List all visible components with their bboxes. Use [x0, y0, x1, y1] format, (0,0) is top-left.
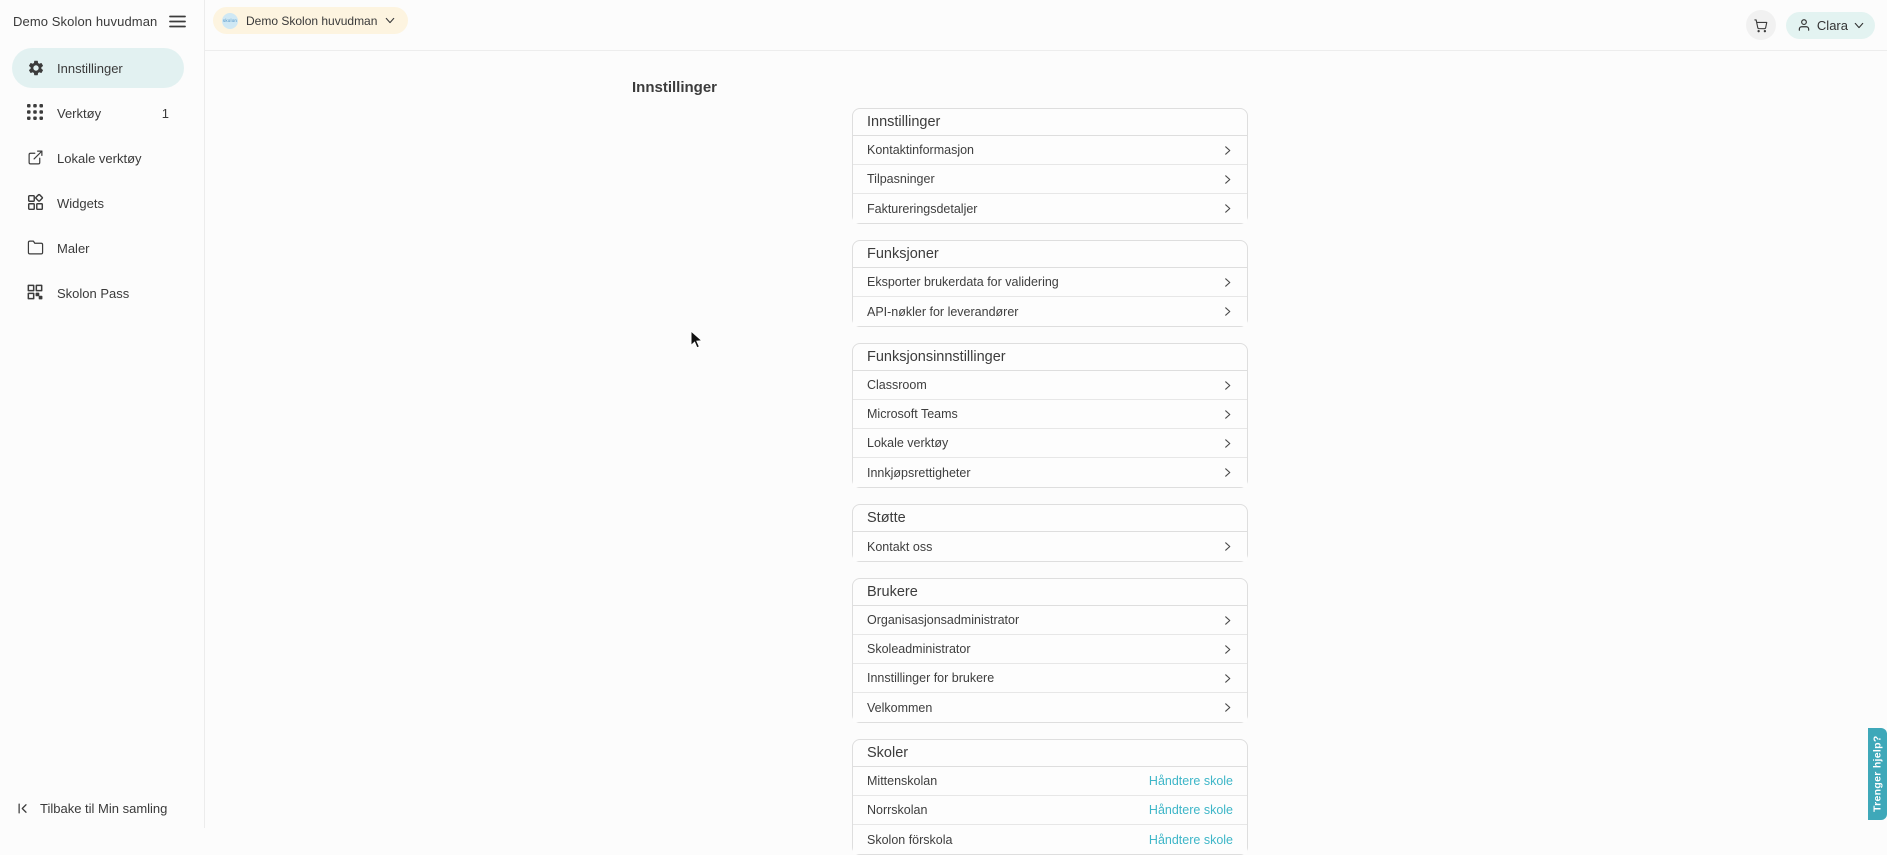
- card-section-title: Brukere: [853, 579, 1247, 606]
- cart-icon: [1753, 18, 1768, 33]
- settings-row-label: API-nøkler for leverandører: [867, 304, 1019, 319]
- settings-row[interactable]: [853, 297, 1247, 326]
- chevron-right-icon: [1222, 615, 1233, 626]
- settings-card: [852, 343, 1248, 488]
- settings-row-label: Skoleadministrator: [867, 642, 971, 656]
- org-selector-label: Demo Skolon huvudman: [246, 13, 378, 28]
- settings-card-list: [852, 108, 1248, 855]
- settings-row[interactable]: [853, 165, 1247, 194]
- settings-row-label: Kontakt oss: [867, 539, 933, 554]
- folder-icon: [27, 239, 45, 257]
- manage-school-link[interactable]: Håndtere skole: [1148, 774, 1233, 788]
- settings-row[interactable]: [853, 268, 1247, 297]
- chevron-right-icon: [1222, 644, 1233, 655]
- chevron-right-icon: [1222, 277, 1233, 288]
- settings-row-label: Velkommen: [867, 700, 933, 715]
- settings-card: [852, 240, 1248, 327]
- chevron-right-icon: [1222, 409, 1233, 420]
- help-tab-label: Trenger hjelp?: [1871, 735, 1884, 813]
- chevron-right-icon: [1222, 702, 1233, 713]
- settings-row[interactable]: [853, 606, 1247, 635]
- sidebar-item-label: Skolon Pass: [57, 285, 130, 301]
- card-section-title: Funksjonsinnstillinger: [853, 344, 1247, 371]
- settings-row[interactable]: [853, 825, 1247, 854]
- sidebar-item-verktoy[interactable]: [12, 93, 184, 133]
- settings-row[interactable]: [853, 767, 1247, 796]
- page-title: Innstillinger: [632, 79, 718, 96]
- settings-row[interactable]: [853, 136, 1247, 165]
- settings-row-label: Classroom: [867, 378, 927, 392]
- back-to-collection-label: Tilbake til Min samling: [40, 801, 168, 816]
- topbar: [205, 0, 1887, 51]
- settings-row[interactable]: [853, 400, 1247, 429]
- settings-row-label: Faktureringsdetaljer: [867, 201, 978, 216]
- sidebar-item-innstillinger[interactable]: [12, 48, 184, 88]
- settings-row[interactable]: [853, 796, 1247, 825]
- sidebar-item-label: Maler: [57, 240, 90, 256]
- settings-row-label: Lokale verktøy: [867, 436, 949, 450]
- sidebar-org-title: Demo Skolon huvudman: [13, 13, 158, 29]
- topbar-right-controls: [1746, 6, 1875, 44]
- hamburger-menu-icon[interactable]: [169, 15, 186, 28]
- settings-row[interactable]: [853, 693, 1247, 722]
- manage-school-link[interactable]: Håndtere skole: [1148, 803, 1233, 817]
- card-section-title: Funksjoner: [853, 241, 1247, 268]
- settings-row[interactable]: [853, 532, 1247, 561]
- settings-row[interactable]: [853, 371, 1247, 400]
- sidebar-item-maler[interactable]: [12, 228, 184, 268]
- settings-row-label: Eksporter brukerdata for validering: [867, 275, 1059, 289]
- chevron-right-icon: [1222, 306, 1233, 317]
- skip-back-icon: [16, 801, 31, 816]
- chevron-right-icon: [1222, 438, 1233, 449]
- chevron-down-icon: [1854, 22, 1864, 29]
- card-section-title: Skoler: [853, 740, 1247, 767]
- sidebar-item-badge: 1: [161, 105, 169, 121]
- card-section-title: Støtte: [853, 505, 1247, 532]
- chevron-right-icon: [1222, 203, 1233, 214]
- chevron-right-icon: [1222, 380, 1233, 391]
- settings-row[interactable]: [853, 429, 1247, 458]
- settings-row-label: Innkjøpsrettigheter: [867, 465, 971, 480]
- settings-row-label: Mittenskolan: [867, 774, 938, 788]
- widgets-icon: [27, 194, 45, 212]
- sidebar-item-label: Lokale verktøy: [57, 150, 142, 166]
- settings-card: [852, 108, 1248, 224]
- user-name-label: Clara: [1816, 17, 1848, 33]
- user-icon: [1797, 18, 1811, 32]
- chevron-right-icon: [1222, 145, 1233, 156]
- user-menu-dropdown[interactable]: [1786, 12, 1875, 39]
- gear-icon: [27, 59, 45, 77]
- external-link-icon: [27, 149, 45, 167]
- settings-row-label: Kontaktinformasjon: [867, 143, 975, 157]
- help-tab-button[interactable]: [1868, 728, 1887, 820]
- settings-row[interactable]: [853, 194, 1247, 223]
- settings-card: [852, 578, 1248, 723]
- sidebar-nav: [0, 42, 204, 313]
- settings-row[interactable]: [853, 635, 1247, 664]
- settings-row-label: Skolon förskola: [867, 832, 953, 847]
- org-logo: skolon: [222, 13, 238, 29]
- settings-row[interactable]: [853, 664, 1247, 693]
- settings-card: [852, 504, 1248, 562]
- chevron-down-icon: [385, 17, 395, 24]
- cart-button[interactable]: [1746, 10, 1776, 40]
- settings-card: [852, 739, 1248, 855]
- sidebar-item-label: Widgets: [57, 195, 104, 211]
- settings-row-label: Tilpasninger: [867, 172, 935, 186]
- settings-row-label: Innstillinger for brukere: [867, 671, 995, 685]
- org-selector-dropdown[interactable]: [213, 7, 408, 34]
- sidebar-item-lokale-verktoy[interactable]: [12, 138, 184, 178]
- back-to-collection-button[interactable]: [16, 801, 167, 816]
- sidebar-item-widgets[interactable]: [12, 183, 184, 223]
- sidebar-item-skolon-pass[interactable]: [12, 273, 184, 313]
- sidebar-item-label: Innstillinger: [57, 60, 123, 76]
- settings-row[interactable]: [853, 458, 1247, 487]
- settings-row-label: Microsoft Teams: [867, 407, 958, 421]
- sidebar-header: [0, 0, 204, 42]
- chevron-right-icon: [1222, 174, 1233, 185]
- qr-grid-icon: [27, 284, 45, 302]
- settings-row-label: Norrskolan: [867, 803, 928, 817]
- manage-school-link[interactable]: Håndtere skole: [1148, 832, 1233, 847]
- mouse-cursor: [690, 330, 704, 350]
- sidebar: [0, 0, 205, 828]
- card-section-title: Innstillinger: [853, 109, 1247, 136]
- settings-row-label: Organisasjonsadministrator: [867, 613, 1020, 627]
- sidebar-item-label: Verktøy: [57, 105, 102, 121]
- chevron-right-icon: [1222, 467, 1233, 478]
- grid-icon: [27, 104, 45, 122]
- chevron-right-icon: [1222, 541, 1233, 552]
- chevron-right-icon: [1222, 673, 1233, 684]
